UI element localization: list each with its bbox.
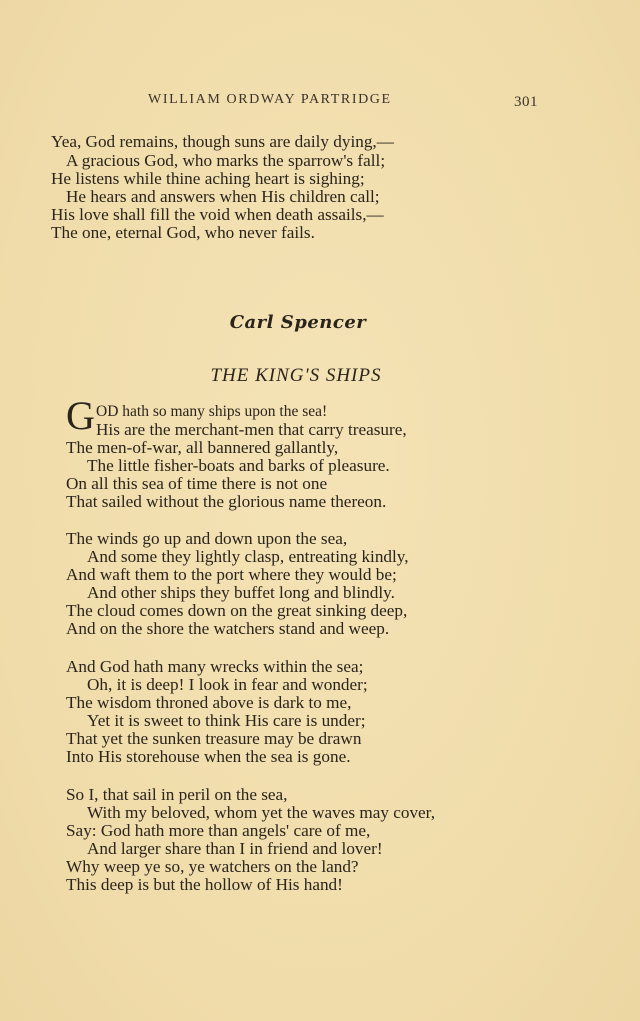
verse-line: He hears and answers when His children call; bbox=[66, 187, 380, 206]
verse-line: OD hath so many ships upon the sea! bbox=[96, 403, 328, 420]
verse-line: That sailed without the glorious name thereon. bbox=[66, 492, 387, 511]
verse-line: With my beloved, whom yet the waves may cover, bbox=[87, 803, 436, 822]
verse-line: This deep is but the hollow of His hand! bbox=[66, 875, 343, 894]
page-number: 301 bbox=[514, 94, 538, 110]
verse-line: So I, that sail in peril on the sea, bbox=[66, 785, 288, 804]
verse-line: Why weep ye so, ye watchers on the land? bbox=[66, 857, 359, 876]
verse-line: Say: God hath more than angels' care of me, bbox=[66, 821, 371, 840]
verse-line: Yea, God remains, though suns are daily dying,— bbox=[51, 132, 394, 151]
verse-line: The winds go up and down upon the sea, bbox=[66, 529, 348, 548]
verse-line: Into His storehouse when the sea is gone. bbox=[66, 747, 351, 766]
verse-line: And larger share than I in friend and lover! bbox=[87, 839, 383, 858]
running-head: WILLIAM ORDWAY PARTRIDGE bbox=[148, 92, 392, 107]
verse-line: And on the shore the watchers stand and weep. bbox=[66, 619, 390, 638]
verse-line: Oh, it is deep! I look in fear and wonder; bbox=[87, 675, 368, 694]
author-name: Carl Spencer bbox=[229, 312, 367, 333]
verse-line: And waft them to the port where they would be; bbox=[66, 565, 397, 584]
verse-line: Yet it is sweet to think His care is under; bbox=[87, 711, 366, 730]
verse-line: The men-of-war, all bannered gallantly, bbox=[66, 438, 339, 457]
verse-line: A gracious God, who marks the sparrow's fall; bbox=[66, 151, 386, 170]
verse-line: And God hath many wrecks within the sea; bbox=[66, 657, 364, 676]
verse-line: And some they lightly clasp, entreating kindly, bbox=[87, 547, 409, 566]
verse-line: The wisdom throned above is dark to me, bbox=[66, 693, 352, 712]
verse-line: The one, eternal God, who never fails. bbox=[51, 223, 315, 242]
verse-line: His are the merchant-men that carry treasure, bbox=[96, 420, 407, 439]
verse-line: On all this sea of time there is not one bbox=[66, 474, 328, 493]
verse-line: That yet the sunken treasure may be drawn bbox=[66, 729, 362, 748]
verse-line: The little fisher-boats and barks of pleasure. bbox=[87, 456, 390, 475]
verse-line: And other ships they buffet long and blindly. bbox=[87, 583, 395, 602]
verse-line: His love shall fill the void when death assails,— bbox=[51, 205, 384, 224]
verse-line: He listens while thine aching heart is sighing; bbox=[51, 169, 365, 188]
drop-cap: G bbox=[66, 393, 95, 438]
poem-title: THE KING'S SHIPS bbox=[210, 365, 382, 386]
verse-line: The cloud comes down on the great sinking deep, bbox=[66, 601, 408, 620]
